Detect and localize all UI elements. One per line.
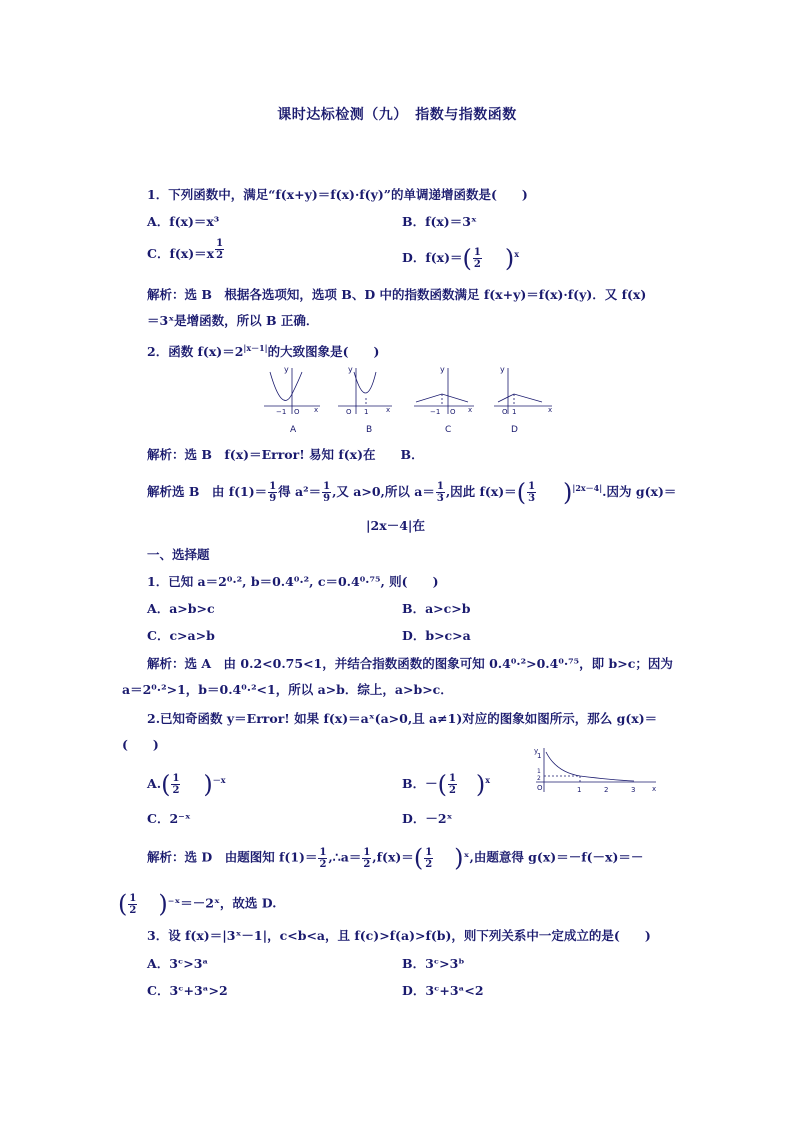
e2-option-b: B．－( $\frac{1}{2}$ )$^x$ xyxy=(402,770,491,799)
e2-solution-line1: 解析：选 D 由题图知 f(1)＝ $\frac{1}{2}$ ,∴a＝ $\frac{1}{2}$ ,f(x)＝( $\frac{1}{2}$ )ˣ,由题意得 g(x)＝－f(－x)＝－ xyxy=(147,844,644,872)
svg-text:O: O xyxy=(502,408,508,416)
e1-option-c: C．c>a>b xyxy=(147,628,215,643)
svg-text:x: x xyxy=(652,785,657,793)
e3-stem: 3．设 f(x)＝|3ˣ－1|，c<b<a，且 f(c)>f(a)>f(b)，则下列关系中一定成立的是( ) xyxy=(147,928,651,943)
svg-text:1: 1 xyxy=(512,408,517,416)
q1-solution-line2: ＝3ˣ是增函数，所以 B 正确． xyxy=(147,313,319,328)
svg-text:1: 1 xyxy=(577,786,582,794)
e2-stem-line1: 2.已知奇函数 y＝Error! 如果 f(x)＝aˣ(a>0,且 a≠1)对应的图象如图所示，那么 g(x)＝ xyxy=(147,711,658,726)
svg-text:−1: −1 xyxy=(430,408,441,416)
svg-text:O: O xyxy=(294,408,300,416)
e1-stem: 1．已知 a＝2⁰·², b＝0.4⁰·², c＝0.4⁰·⁷⁵, 则( ) xyxy=(147,574,439,589)
svg-text:y: y xyxy=(500,365,505,374)
e3-option-b: B．3ᶜ>3ᵇ xyxy=(402,956,465,971)
e1-option-b: B．a>c>b xyxy=(402,601,471,616)
page-title: 课时达标检测（九） 指数与指数函数 xyxy=(277,107,517,123)
graph-label-c: C xyxy=(445,425,452,435)
svg-text:1: 1 xyxy=(537,768,541,775)
q2-solution-line2: 解析选 B 由 f(1)＝ $\frac{1}{9}$ 得 a²＝ $\frac{1}{9}$ ,又 a>0,所以 a＝ $\frac{1}{3}$ ,因此 f(x)＝( $\frac{1}{3}$ )$^{|2x-4|}$.因为 g(x)＝ xyxy=(147,478,677,507)
q1-solution-line1: 解析：选 B 根据各选项知，选项 B、D 中的指数函数满足 f(x+y)＝f(x)·f(y)．又 f(x) xyxy=(147,287,647,302)
e2-graph xyxy=(532,746,662,798)
e3-option-a: A．3ᶜ>3ᵃ xyxy=(147,956,209,971)
e1-option-a: A．a>b>c xyxy=(147,601,215,616)
graph-label-a: A xyxy=(290,425,297,435)
svg-text:O: O xyxy=(537,784,543,792)
e2-option-a: A.( $\frac{1}{2}$ )$^{-x}$ xyxy=(147,770,226,799)
svg-text:y: y xyxy=(440,365,445,374)
e1-solution-line1: 解析：选 A 由 0.2<0.75<1，并结合指数函数的图象可知 0.4⁰·²>0.4⁰·⁷⁵，即 b>c；因为 xyxy=(147,656,673,671)
q1-option-b: B．f(x)＝3ˣ xyxy=(402,214,477,229)
svg-text:O: O xyxy=(450,408,456,416)
svg-text:−1: −1 xyxy=(276,408,287,416)
q1-option-d: D．f(x)＝( $\frac{1}{2}$ )$^x$ xyxy=(402,244,519,273)
graph-label-d: D xyxy=(511,425,518,435)
q1-option-a: A．f(x)＝x³ xyxy=(147,214,220,229)
svg-text:O: O xyxy=(346,408,352,416)
svg-text:y: y xyxy=(284,365,289,374)
e1-solution-line2: a＝2⁰·²>1，b＝0.4⁰·²<1，所以 a>b．综上，a>b>c． xyxy=(122,682,453,697)
svg-text:x: x xyxy=(468,406,473,414)
q2-solution-line1: 解析：选 B f(x)＝Error! 易知 f(x)在 B． xyxy=(147,447,424,462)
e3-option-c: C．3ᶜ+3ᵃ>2 xyxy=(147,983,228,998)
svg-text:3: 3 xyxy=(631,786,636,794)
svg-text:1: 1 xyxy=(364,408,369,416)
graph-label-b: B xyxy=(366,425,373,435)
e2-option-c: C．2⁻ˣ xyxy=(147,811,191,826)
svg-text:2: 2 xyxy=(537,775,541,782)
svg-text:2: 2 xyxy=(604,786,609,794)
q2-stem: 2．函数 $f(x)=2^{|x-1|}$的大致图象是( ) xyxy=(147,343,380,360)
svg-text:x: x xyxy=(314,406,319,414)
e2-option-d: D．－2ˣ xyxy=(402,811,453,826)
e2-stem-line2: ( ) xyxy=(122,737,159,752)
svg-text:y: y xyxy=(534,747,539,755)
svg-text:y: y xyxy=(348,365,353,374)
section-heading: 一、选择题 xyxy=(147,547,210,562)
svg-text:x: x xyxy=(548,406,553,414)
e2-solution-line2: ( $\frac{1}{2}$ )⁻ˣ＝－2ˣ，故选 D. xyxy=(118,890,277,918)
e1-option-d: D．b>c>a xyxy=(402,628,471,643)
q1-stem: 1．下列函数中，满足“f(x+y)＝f(x)·f(y)”的单调递增函数是( ) xyxy=(147,187,528,202)
e3-option-d: D．3ᶜ+3ᵃ<2 xyxy=(402,983,484,998)
q2-solution-line3: |2x－4|在 xyxy=(366,518,425,533)
q1-option-c: C．f(x)＝x $\frac{1}{2}$ xyxy=(147,238,224,261)
svg-text:1: 1 xyxy=(537,752,542,760)
svg-text:x: x xyxy=(386,406,391,414)
